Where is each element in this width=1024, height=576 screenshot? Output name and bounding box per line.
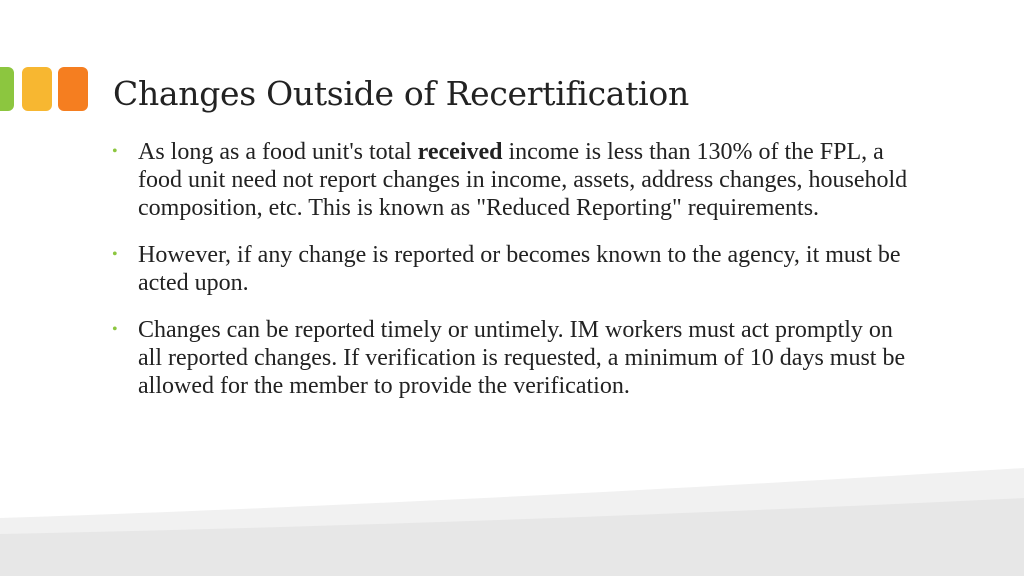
bullet-text: Changes can be reported timely or untimely. IM workers must act promptly on all reported changes. If verification is requested, a minimum of 10 days must be allowed for the member to provide the verification. xyxy=(138,317,906,399)
accent-bar-orange xyxy=(58,67,88,111)
background-swoosh xyxy=(0,446,1024,576)
bullet-item xyxy=(108,241,908,297)
bullet-text-bold: received xyxy=(417,139,503,165)
slide-title: Changes Outside of Recertification xyxy=(113,74,689,113)
bullet-item xyxy=(108,316,908,400)
bullet-icon: • xyxy=(112,246,118,263)
bullet-text-end: income is less than 130% of the FPL, a food unit need not report changes in income, assets, address changes, household composition, etc. This is known as "Reduced Reporting" requirements. xyxy=(138,139,908,221)
accent-bar-green xyxy=(0,67,14,111)
bullet-item xyxy=(108,138,908,222)
accent-bar-yellow xyxy=(22,67,52,111)
bullet-icon: • xyxy=(112,143,118,160)
bullet-text: However, if any change is reported or becomes known to the agency, it must be acted upon. xyxy=(138,242,901,296)
bullet-text-start: As long as a food unit's total xyxy=(138,139,418,165)
bullet-icon: • xyxy=(112,321,118,338)
bullet-list xyxy=(108,138,908,419)
